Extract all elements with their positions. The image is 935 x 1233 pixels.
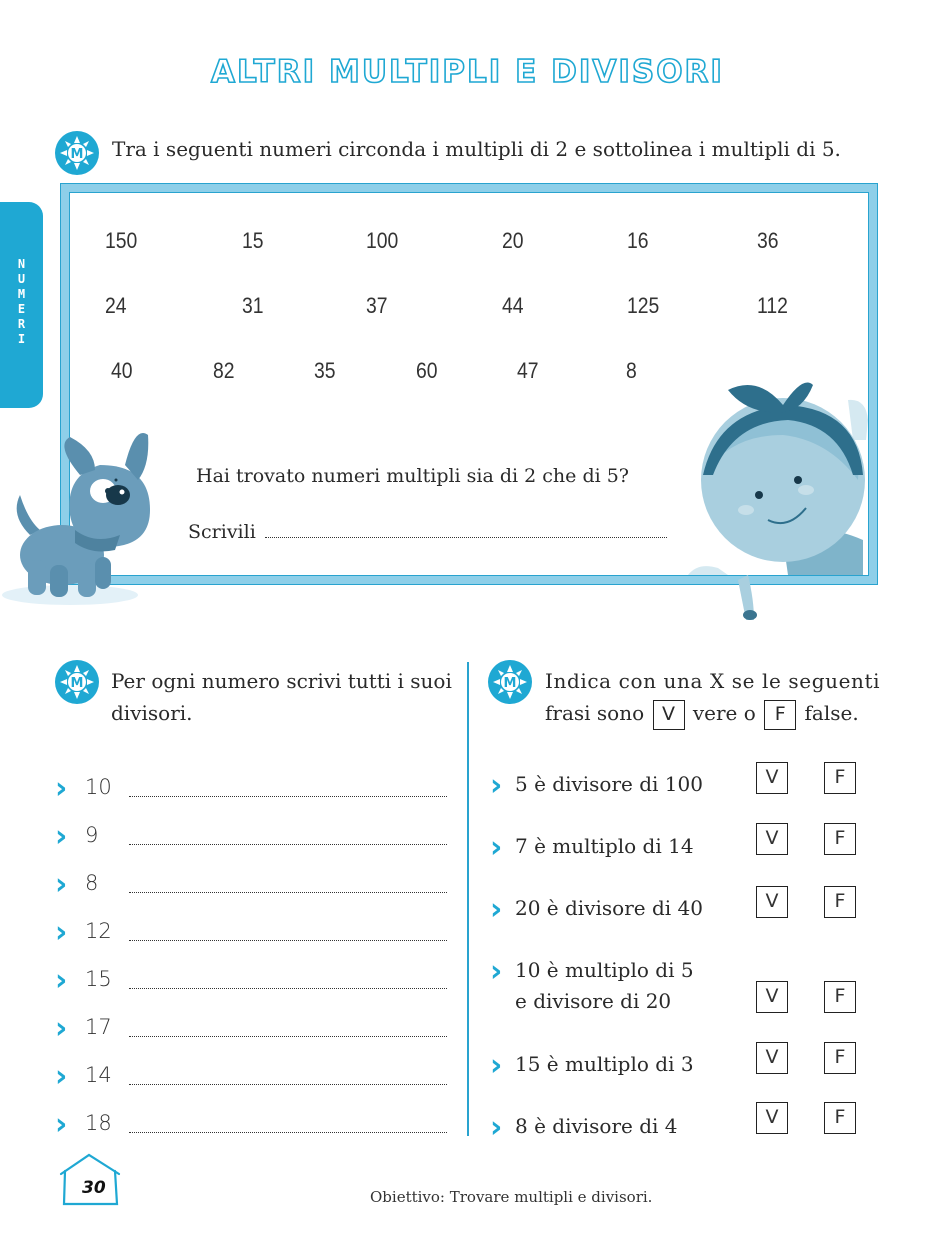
instruction-line: Per ogni numero scrivi tutti i suoi — [111, 669, 452, 693]
exercise2-instruction — [111, 665, 452, 729]
tab-letter: R — [17, 317, 26, 331]
section-tab-numeri — [0, 202, 43, 408]
exercise1-instruction: Tra i seguenti numeri circonda i multipli di 2 e sottolinea i multipli di 5. — [112, 137, 841, 161]
answer-line[interactable] — [129, 1132, 447, 1133]
number-item[interactable]: 36 — [757, 228, 779, 253]
number-item[interactable]: 47 — [517, 358, 539, 383]
true-checkbox[interactable]: V — [756, 762, 788, 794]
number-item[interactable]: 8 — [626, 358, 637, 383]
instruction-text: frasi sono — [545, 701, 645, 725]
chevron-right-icon: › — [490, 1110, 503, 1145]
statement-text — [515, 1049, 694, 1080]
false-checkbox[interactable]: F — [824, 1042, 856, 1074]
statement-text — [515, 831, 694, 862]
instruction-line — [545, 697, 890, 730]
tab-letter: M — [17, 287, 26, 301]
false-checkbox[interactable]: F — [824, 1102, 856, 1134]
divisor-number: 10 — [85, 775, 112, 799]
divisor-number: 8 — [85, 871, 99, 895]
true-checkbox[interactable]: V — [756, 1042, 788, 1074]
number-item[interactable]: 44 — [502, 293, 524, 318]
answer-line[interactable] — [129, 988, 447, 989]
tab-letter: I — [17, 332, 26, 346]
number-item[interactable]: 35 — [314, 358, 336, 383]
tab-letter: N — [17, 257, 26, 271]
chevron-right-icon: › — [490, 1048, 503, 1083]
true-checkbox[interactable]: V — [756, 1102, 788, 1134]
false-checkbox[interactable]: F — [824, 762, 856, 794]
page-number: 30 — [82, 1178, 106, 1198]
section-tab-label — [0, 257, 43, 347]
statement-line: 8 è divisore di 4 — [515, 1114, 678, 1138]
number-item[interactable]: 20 — [502, 228, 524, 253]
number-item[interactable]: 31 — [242, 293, 264, 318]
number-item[interactable]: 60 — [416, 358, 438, 383]
false-checkbox[interactable]: F — [824, 981, 856, 1013]
exercise3-instruction — [545, 665, 890, 730]
exercise1-question: Hai trovato numeri multipli sia di 2 che di 5? — [196, 465, 629, 487]
statement-line: e divisore di 20 — [515, 989, 672, 1013]
column-divider — [467, 662, 469, 1136]
number-item[interactable]: 100 — [366, 228, 399, 253]
math-badge-icon — [488, 660, 532, 704]
divisor-number: 17 — [85, 1015, 112, 1039]
number-item[interactable]: 125 — [627, 293, 660, 318]
page-title: ALTRI MULTIPLI E DIVISORI — [211, 54, 724, 90]
number-item[interactable]: 112 — [757, 293, 788, 318]
number-item[interactable]: 16 — [627, 228, 649, 253]
divisor-number: 12 — [85, 919, 112, 943]
chevron-right-icon: › — [55, 1107, 68, 1142]
answer-line[interactable] — [129, 796, 447, 797]
true-checkbox[interactable]: V — [756, 886, 788, 918]
number-item[interactable]: 15 — [242, 228, 264, 253]
instruction-text: false. — [804, 701, 859, 725]
number-item[interactable]: 40 — [111, 358, 133, 383]
number-item[interactable]: 24 — [105, 293, 127, 318]
write-label: Scrivili — [188, 521, 256, 543]
instruction-text: vere o — [692, 701, 756, 725]
statement-text — [515, 1111, 678, 1142]
statement-line: 10 è multiplo di 5 — [515, 958, 694, 982]
svg-text:M: M — [503, 676, 517, 691]
divisor-number: 18 — [85, 1111, 112, 1135]
statement-text — [515, 769, 703, 800]
divisor-number: 9 — [85, 823, 99, 847]
divisor-number: 15 — [85, 967, 112, 991]
answer-line[interactable] — [265, 537, 667, 538]
statement-text — [515, 955, 694, 1017]
chevron-right-icon: › — [55, 963, 68, 998]
chevron-right-icon: › — [55, 819, 68, 854]
chevron-right-icon: › — [490, 892, 503, 927]
true-checkbox[interactable]: V — [756, 981, 788, 1013]
chevron-right-icon: › — [55, 867, 68, 902]
chevron-right-icon: › — [55, 1059, 68, 1094]
chevron-right-icon: › — [490, 830, 503, 865]
statement-line: 5 è divisore di 100 — [515, 772, 703, 796]
svg-text:M: M — [70, 676, 84, 691]
statement-line: 20 è divisore di 40 — [515, 896, 703, 920]
answer-line[interactable] — [129, 1084, 447, 1085]
statement-text — [515, 893, 703, 924]
number-item[interactable]: 37 — [366, 293, 388, 318]
math-badge-icon — [55, 660, 99, 704]
instruction-line: divisori. — [111, 701, 193, 725]
chevron-right-icon: › — [55, 1011, 68, 1046]
answer-line[interactable] — [129, 844, 447, 845]
tab-letter: U — [17, 272, 26, 286]
math-badge-icon — [55, 131, 99, 175]
answer-line[interactable] — [129, 940, 447, 941]
tab-letter: E — [17, 302, 26, 316]
answer-line[interactable] — [129, 892, 447, 893]
false-legend-box: F — [764, 700, 796, 730]
false-checkbox[interactable]: F — [824, 823, 856, 855]
divisor-number: 14 — [85, 1063, 112, 1087]
false-checkbox[interactable]: F — [824, 886, 856, 918]
chevron-right-icon: › — [490, 768, 503, 803]
statement-line: 7 è multiplo di 14 — [515, 834, 694, 858]
chevron-right-icon: › — [490, 954, 503, 989]
true-checkbox[interactable]: V — [756, 823, 788, 855]
statement-line: 15 è multiplo di 3 — [515, 1052, 694, 1076]
girl-illustration — [688, 380, 888, 625]
number-item[interactable]: 150 — [105, 228, 138, 253]
objective-text: Obiettivo: Trovare multipli e divisori. — [370, 1188, 653, 1206]
chevron-right-icon: › — [55, 915, 68, 950]
true-legend-box: V — [653, 700, 685, 730]
chevron-right-icon: › — [55, 771, 68, 806]
instruction-line: Indica con una X se le seguenti — [545, 669, 881, 693]
number-item[interactable]: 82 — [213, 358, 235, 383]
svg-text:M: M — [70, 147, 84, 162]
dog-illustration — [0, 425, 170, 610]
answer-line[interactable] — [129, 1036, 447, 1037]
